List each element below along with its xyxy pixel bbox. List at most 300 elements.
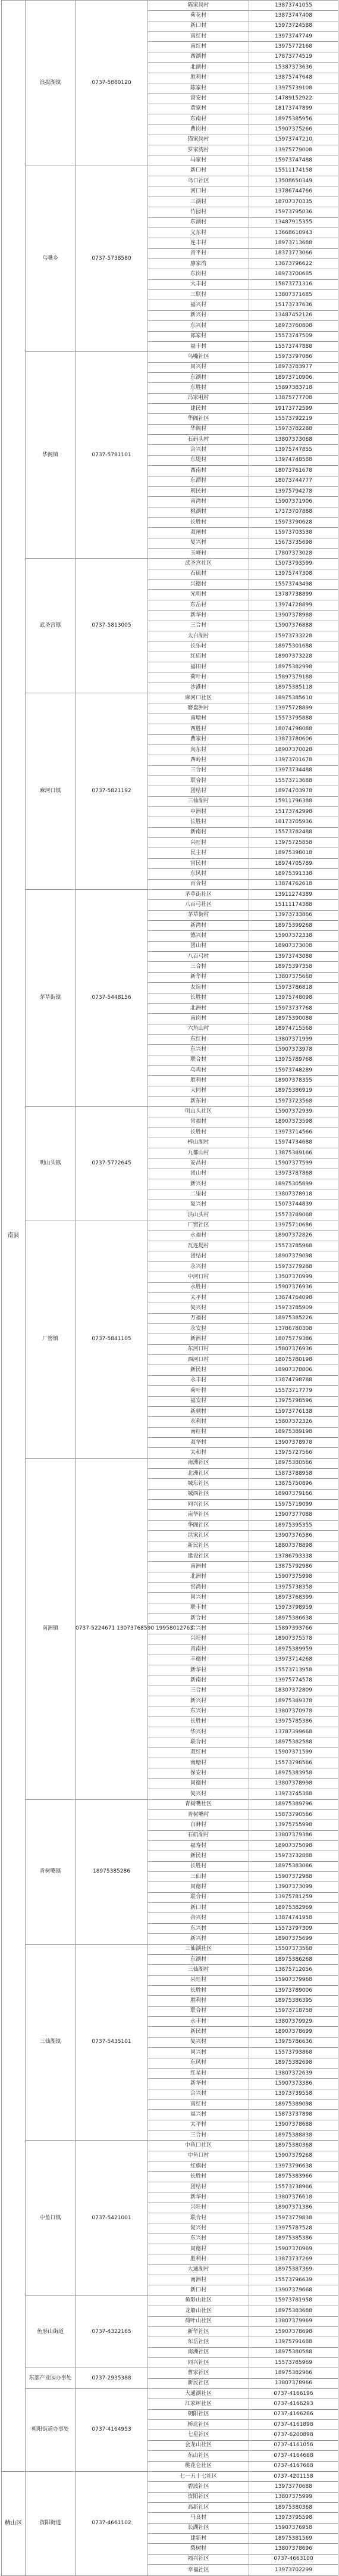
village-name: 大丰村 [148, 279, 249, 289]
village-name: 东风村 [148, 2058, 249, 2068]
village-name: 东风村 [148, 869, 249, 879]
village-name: 东红村 [148, 1034, 249, 1044]
village-phone: 15974734688 [249, 1138, 338, 1148]
village-name: 西湖村 [148, 52, 249, 62]
village-phone: 13807378696 [249, 2544, 338, 2554]
village-phone: 13508650349 [249, 176, 338, 186]
village-name: 资阳社区 [148, 2492, 249, 2502]
village-name: 新口村 [148, 1903, 249, 1913]
village-name: 兴旺村 [148, 838, 249, 848]
village-phone: 15907377599 [249, 1158, 338, 1169]
village-phone: 18907372826 [249, 1231, 338, 1241]
village-phone: 13875777708 [249, 393, 338, 403]
village-name: 民主村 [148, 848, 249, 858]
village-phone: 0737-4663100 [249, 2554, 338, 2564]
village-name: 中鱼口社区 [148, 2141, 249, 2151]
village-name: 同德村 [148, 1882, 249, 1892]
village-phone: 13874798788 [249, 1375, 338, 1385]
village-name: 太和村 [148, 1448, 249, 1458]
village-phone: 18975382698 [249, 2058, 338, 2068]
village-phone: 13873737269 [249, 2254, 338, 2264]
village-phone: 13973787868 [249, 1169, 338, 1179]
village-phone: 15973703538 [249, 528, 338, 538]
town-phone: 0737-4322165 [76, 2295, 148, 2368]
village-name: 南红村 [148, 2099, 249, 2109]
village-phone: 18975385118 [249, 683, 338, 693]
village-name: 福寿村 [148, 1840, 249, 1851]
village-phone: 15973718758 [249, 2006, 338, 2016]
village-name: 福兴村 [148, 300, 249, 310]
village-name: 龙船山社区 [148, 2306, 249, 2316]
table-row [2, 1, 338, 11]
village-name: 青南村 [148, 1644, 249, 1655]
village-name: 会龙山社区 [148, 2440, 249, 2450]
village-name: 大通湖村 [148, 2264, 249, 2275]
village-phone: 15573782488 [249, 827, 338, 837]
village-phone: 18907378355 [249, 1076, 338, 1086]
village-phone: 18975382998 [249, 662, 338, 672]
village-phone: 13975786636 [249, 2037, 338, 2047]
village-phone: 18975395355 [249, 1520, 338, 1530]
village-name: 东潭村 [148, 476, 249, 486]
village-phone: 15573785968 [249, 1241, 338, 1251]
village-phone: 13975747855 [249, 445, 338, 455]
village-phone: 0737-4166196 [249, 2389, 338, 2399]
village-phone: 18707370335 [249, 197, 338, 207]
village-phone: 18975388838 [249, 2130, 338, 2141]
village-name: 合兴村 [148, 1913, 249, 1923]
village-name: 洪山头村 [148, 1210, 249, 1220]
village-name: 南华社区 [148, 1510, 249, 1520]
village-phone: 13975755998 [249, 1820, 338, 1830]
village-name: 邵家村 [148, 331, 249, 341]
village-name: 梓山湖村 [148, 1138, 249, 1148]
village-phone: 15573795888 [249, 714, 338, 724]
village-name: 三合村 [148, 2130, 249, 2141]
village-name: 荷叶村 [148, 1386, 249, 1396]
table-row [2, 1107, 338, 1117]
village-name: 东河口村 [148, 1344, 249, 1354]
village-phone: 13874762618 [249, 879, 338, 889]
village-phone: 13874764098 [249, 1292, 338, 1303]
village-phone: 13807379969 [249, 2316, 338, 2326]
village-name: 东岗村 [148, 269, 249, 279]
village-name: 冯家咀村 [148, 393, 249, 403]
village-phone: 13975710686 [249, 1220, 338, 1231]
village-phone: 13507370999 [249, 1272, 338, 1282]
village-name: 义东村 [148, 228, 249, 238]
village-phone: 13875747648 [249, 73, 338, 83]
village-phone: 13973743088 [249, 952, 338, 962]
village-name: 东兴村 [148, 321, 249, 331]
village-phone: 15873788958 [249, 1469, 338, 1479]
village-name: 团山村 [148, 941, 249, 951]
table-row [2, 889, 338, 899]
village-phone: 13975789768 [249, 1055, 338, 1065]
village-phone: 13907379668 [249, 2285, 338, 2295]
village-name: 华阁社区 [148, 414, 249, 424]
village-phone: 15873771316 [249, 279, 338, 289]
village-phone: 18975391338 [249, 869, 338, 879]
village-phone: 15907379268 [249, 2151, 338, 2161]
village-phone: 15973747210 [249, 135, 338, 145]
town-phone: 18975385286 [76, 1799, 148, 1944]
village-phone: 18975390088 [249, 1014, 338, 1024]
village-name: 永胜村 [148, 1282, 249, 1292]
village-name: 安昌村 [148, 1158, 249, 1169]
village-phone: 15973786818 [249, 983, 338, 993]
village-phone: 15973790628 [249, 517, 338, 527]
village-phone: 13975727566 [249, 1448, 338, 1458]
village-phone: 15807376936 [249, 1344, 338, 1354]
village-name: 新湾村 [148, 920, 249, 930]
village-phone: 17873774519 [249, 52, 338, 62]
village-name: 荷花村 [148, 11, 249, 21]
village-name: 沙港村 [148, 683, 249, 693]
village-phone: 15973732888 [249, 1851, 338, 1861]
village-name: 太平村 [148, 2120, 249, 2130]
village-phone: 18973710906 [249, 372, 338, 382]
village-phone: 13975725858 [249, 838, 338, 848]
village-name: 河口村 [148, 186, 249, 197]
village-name: 新南村 [148, 827, 249, 837]
village-name: 永丰村 [148, 1375, 249, 1385]
village-phone: 15897393766 [249, 1624, 338, 1634]
village-phone: 13873741055 [249, 1, 338, 11]
village-name: 马家村 [148, 155, 249, 166]
village-name: 常福村 [148, 1117, 249, 1127]
village-phone: 15573792219 [249, 414, 338, 424]
village-name: 东湖村 [148, 1954, 249, 1964]
village-phone: 13807372639 [249, 2068, 338, 2078]
village-name: 竹园村 [148, 207, 249, 217]
table-row [2, 1799, 338, 1809]
village-phone: 13973734488 [249, 765, 338, 775]
table-row [2, 1458, 338, 1468]
village-name: 建设社区 [148, 1551, 249, 1561]
village-phone: 15873790566 [249, 1809, 338, 1820]
village-phone: 18373773066 [249, 248, 338, 258]
village-phone: 18907370028 [249, 745, 338, 755]
village-name: 南洲社区 [148, 2347, 249, 2357]
village-name: 中河口村 [148, 1272, 249, 1282]
village-phone: 13873780606 [249, 734, 338, 745]
village-name: 南洲村 [148, 2275, 249, 2285]
village-name: 东兴村 [148, 1045, 249, 1055]
village-name: 华阁社区 [148, 1520, 249, 1530]
village-name: 曹岗村 [148, 124, 249, 135]
town-name: 乌嘴乡 [26, 166, 76, 351]
village-name: 同兴村 [148, 362, 249, 372]
village-name: 胜利村 [148, 73, 249, 83]
village-phone: 15511174158 [249, 166, 338, 176]
village-phone: 15111174388 [249, 900, 338, 910]
village-phone: 18907379098 [249, 1251, 338, 1261]
village-name: 新民社区 [148, 1541, 249, 1551]
village-phone: 13807375999 [249, 2492, 338, 2502]
village-name: 长湖社区 [148, 2523, 249, 2533]
village-name: 友谊村 [148, 983, 249, 993]
village-name: 同兴村 [148, 1593, 249, 1603]
village-name: 福丰村 [148, 341, 249, 351]
village-name: 长胜村 [148, 1717, 249, 1727]
town-name: 明山头镇 [26, 1107, 76, 1220]
village-phone: 18907378806 [249, 1365, 338, 1375]
district-name: 赫山区 [2, 2471, 26, 2575]
town-name: 厂窖镇 [26, 1220, 76, 1458]
county-name: 南县 [2, 1, 26, 2472]
village-name: 万福村 [148, 1313, 249, 1323]
village-name: 长胜村 [148, 2172, 249, 2182]
village-phone: 18975382588 [249, 1737, 338, 1748]
table-row [2, 1220, 338, 1231]
village-phone: 18975382966 [249, 2368, 338, 2378]
village-phone: 13907378988 [249, 610, 338, 621]
village-phone: 15073744839 [249, 1200, 338, 1210]
village-name: 太白湖村 [148, 631, 249, 641]
village-phone: 15173737636 [249, 300, 338, 310]
village-phone: 14789152922 [249, 94, 338, 104]
village-name: 北洲村 [148, 1003, 249, 1013]
village-name: 联合村 [148, 2006, 249, 2016]
village-phone: 13786744766 [249, 186, 338, 197]
village-phone: 17373707888 [249, 507, 338, 517]
village-phone: 18907373228 [249, 652, 338, 662]
village-phone: 13973733866 [249, 910, 338, 920]
village-phone: 18975389198 [249, 1427, 338, 1437]
village-phone: 13975791688 [249, 2337, 338, 2347]
village-name: 保安村 [148, 1768, 249, 1778]
table-row [2, 2295, 338, 2306]
village-name: 武圣宫社区 [148, 559, 249, 569]
village-phone: 13807375668 [249, 972, 338, 982]
village-phone: 0737-4161898 [249, 2420, 338, 2430]
village-name: 合兴村 [148, 1624, 249, 1634]
village-phone: 18975383688 [249, 2306, 338, 2316]
village-phone: 15073793599 [249, 559, 338, 569]
village-phone: 18974703978 [249, 786, 338, 796]
village-phone: 15573747888 [249, 341, 338, 351]
village-phone: 18173747899 [249, 104, 338, 114]
village-phone: 0737-6200898 [249, 2430, 338, 2440]
village-phone: 18907373598 [249, 1117, 338, 1127]
village-phone: 15907372338 [249, 931, 338, 941]
village-phone: 18973700685 [249, 269, 338, 279]
table-row [2, 2141, 338, 2151]
village-phone: 18075779386 [249, 1334, 338, 1344]
village-name: 南塘村 [148, 714, 249, 724]
table-row [2, 559, 338, 569]
village-name: 兴旺村 [148, 1975, 249, 1985]
village-phone: 15907379968 [249, 1975, 338, 1985]
village-name: 七一五十七社区 [148, 2471, 249, 2481]
town-name: 三仙湖镇 [26, 1944, 76, 2141]
village-name: 新华社区 [148, 2326, 249, 2337]
village-phone: 13975772168 [249, 42, 338, 52]
village-name: 新兴村 [148, 1696, 249, 1706]
village-name: 西岭村 [148, 755, 249, 765]
village-name: 联合村 [148, 1055, 249, 1065]
village-phone: 13487915355 [249, 217, 338, 228]
village-name: 黄家村 [148, 104, 249, 114]
village-name: 青树嘴社区 [148, 1799, 249, 1809]
village-name: 联合村 [148, 1737, 249, 1748]
village-name: 九都山村 [148, 1148, 249, 1158]
village-name: 明山头社区 [148, 1107, 249, 1117]
village-name: 百合村 [148, 879, 249, 889]
village-phone: 18975386268 [249, 1954, 338, 1964]
village-phone: 15387373636 [249, 63, 338, 73]
village-name: 三仙湖社区 [148, 1944, 249, 1954]
town-name: 南洲镇 [26, 1458, 76, 1799]
village-phone: 15573797309 [249, 1923, 338, 1933]
village-name: 中鱼口村 [148, 2151, 249, 2161]
village-name: 三仙湖村 [148, 796, 249, 806]
village-name: 鱼形山社区 [148, 2295, 249, 2306]
village-phone: 13973789006 [249, 1986, 338, 1996]
town-name: 麻河口镇 [26, 693, 76, 890]
village-phone: 0737-4167688 [249, 2461, 338, 2471]
village-name: 建新村 [148, 2534, 249, 2544]
village-name: 新口村 [148, 21, 249, 31]
village-name: 团结村 [148, 1251, 249, 1261]
village-phone: 15973737768 [249, 1003, 338, 1013]
village-phone: 13975747308 [249, 569, 338, 579]
village-phone: 15973779838 [249, 2213, 338, 2223]
village-phone: 18907375699 [249, 1934, 338, 1944]
village-name: 桃花仑社区 [148, 2461, 249, 2471]
village-phone: 15975719099 [249, 1500, 338, 1510]
village-name: 新华村 [148, 2192, 249, 2203]
town-phone: 0737-5821192 [76, 693, 148, 890]
village-name: 荷叶村 [148, 672, 249, 683]
village-name: 西南村 [148, 466, 249, 476]
village-name: 长胜村 [148, 817, 249, 827]
village-phone: 18975380368 [249, 2141, 338, 2151]
town-phone: 0737-5813005 [76, 559, 148, 693]
village-name: 团山村 [148, 1169, 249, 1179]
village-name: 丰德村 [148, 1655, 249, 1665]
village-name: 同兴村 [148, 2048, 249, 2058]
village-phone: 13807370978 [249, 1706, 338, 1717]
village-phone: 15573717779 [249, 1386, 338, 1396]
village-name: 青平村 [148, 248, 249, 258]
village-name: 三仙村 [148, 1872, 249, 1882]
village-name: 东兴村 [148, 1706, 249, 1717]
village-phone: 15573713688 [249, 775, 338, 786]
village-name: 太平村 [148, 1292, 249, 1303]
village-name: 东堤村 [148, 455, 249, 465]
village-name: 西胜村 [148, 724, 249, 734]
village-phone: 13907373099 [249, 1882, 338, 1892]
village-name: 茅草街村 [148, 910, 249, 920]
village-phone: 13907378978 [249, 1437, 338, 1447]
village-phone: 13807371999 [249, 1034, 338, 1044]
village-phone: 13975781259 [249, 1892, 338, 1902]
village-phone: 15973795036 [249, 207, 338, 217]
village-name: 新东村 [148, 1097, 249, 1107]
town-phone: 0737-5772645 [76, 1107, 148, 1220]
village-name: 兴德村 [148, 580, 249, 590]
village-name: 东兴村 [148, 2234, 249, 2244]
village-name: 马良村 [148, 2513, 249, 2523]
village-name: 红庙村 [148, 652, 249, 662]
village-phone: 0737-4161056 [249, 2440, 338, 2450]
village-name: 长胜村 [148, 1861, 249, 1871]
village-name: 曹家村 [148, 734, 249, 745]
village-name: 胜利村 [148, 1996, 249, 2006]
village-name: 南红村 [148, 32, 249, 42]
town-phone: 0737-5781101 [76, 352, 148, 559]
village-name: 利民村 [148, 486, 249, 496]
village-phone: 13973796638 [249, 2161, 338, 2172]
village-name: 福兴村 [148, 2110, 249, 2120]
village-phone: 15907373386 [249, 2079, 338, 2089]
village-name: 厂窖社区 [148, 1220, 249, 1231]
village-phone: 18973713688 [249, 238, 338, 248]
village-name: 复兴村 [148, 2037, 249, 2047]
village-phone: 18907378699 [249, 2027, 338, 2037]
village-phone: 18975301688 [249, 641, 338, 652]
town-name: 华阁镇 [26, 352, 76, 559]
town-phone: 0737-2935388 [76, 2368, 148, 2389]
village-phone: 18975389796 [249, 1799, 338, 1809]
village-name: 乌嘴社区 [148, 352, 249, 362]
village-phone: 13875389166 [249, 1148, 338, 1158]
village-phone: 15907376888 [249, 621, 338, 631]
village-phone: 13973747749 [249, 32, 338, 42]
village-name: 同兴社区 [148, 2357, 249, 2368]
village-name: 复兴村 [148, 1789, 249, 1799]
table-row [2, 2389, 338, 2399]
village-phone: 15907370969 [249, 2244, 338, 2254]
village-name: 城东社区 [148, 1479, 249, 1489]
village-name: 玉峰村 [148, 549, 249, 559]
village-phone: 13907376586 [249, 1531, 338, 1541]
village-phone: 18975380566 [249, 1458, 338, 1468]
town-name: 中鱼口镇 [26, 2141, 76, 2295]
village-phone: 15973733228 [249, 631, 338, 641]
village-phone: 13973701678 [249, 755, 338, 765]
village-name: 中洲村 [148, 807, 249, 817]
village-phone: 15573713958 [249, 1665, 338, 1675]
village-phone: 15907372988 [249, 1872, 338, 1882]
village-name: 双华村 [148, 1437, 249, 1447]
village-phone: 18807378898 [249, 1541, 338, 1551]
village-name: 西河口村 [148, 1355, 249, 1365]
village-phone: 15897379188 [249, 672, 338, 683]
village-name: 幸福社区 [148, 2565, 249, 2576]
village-name: 同德村 [148, 1778, 249, 1789]
village-name: 南洲社区 [148, 1458, 249, 1468]
village-name: 大同村 [148, 1086, 249, 1096]
village-phone: 15973724588 [249, 21, 338, 31]
village-phone: 15973782288 [249, 424, 338, 434]
village-phone: 13873747408 [249, 11, 338, 21]
village-name: 城西社区 [148, 1489, 249, 1499]
village-name: 长胜村 [148, 517, 249, 527]
village-phone: 13873796622 [249, 258, 338, 269]
village-phone: 18973760808 [249, 321, 338, 331]
town-phone: 0737-5841105 [76, 1220, 148, 1458]
village-name: 三合村 [148, 962, 249, 972]
village-phone: 17807373028 [249, 549, 338, 559]
village-phone: 18975385610 [249, 693, 338, 703]
village-phone: 13973795598 [249, 2513, 338, 2523]
village-name: 麻河口社区 [148, 693, 249, 703]
village-phone: 18907379166 [249, 1489, 338, 1499]
village-name: 三湖村 [148, 197, 249, 207]
